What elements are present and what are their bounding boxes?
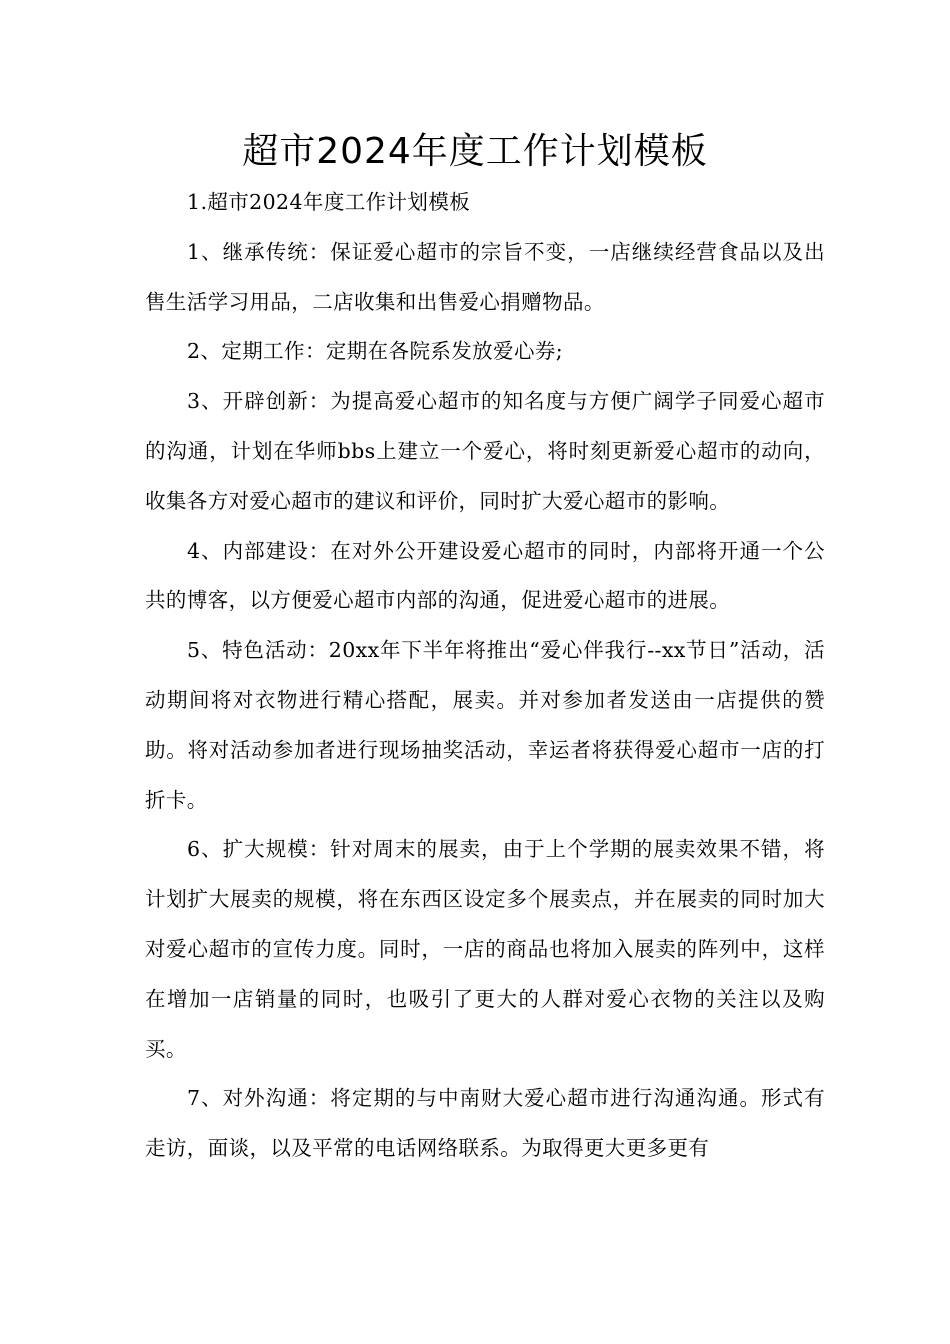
paragraph-2-regular-work: 2、定期工作：定期在各院系发放爱心券; — [187, 339, 564, 364]
paragraph-3-innovation: 3、开辟创新：为提高爱心超市的知名度与方便广阔学子同爱心超市的沟通，计划在华师bbs上建立一个爱心，将时刻更新爱心超市的动向，收集各方对爱心超市的建议和评价，同时扩大爱心超市的影响。 — [145, 389, 825, 513]
paragraph-1-inherit-tradition: 1、继承传统：保证爱心超市的宗旨不变，一店继续经营食品以及出售生活学习用品，二店收集和出售爱心捐赠物品。 — [145, 239, 825, 314]
document-body — [145, 178, 825, 1174]
paragraph-7-external-communication: 7、对外沟通：将定期的与中南财大爱心超市进行沟通沟通。形式有走访，面谈，以及平常的电话网络联系。为取得更大更多更有 — [145, 1086, 825, 1161]
document-title: 超市2024年度工作计划模板 — [242, 131, 708, 172]
paragraph-5-special-activity: 5、特色活动：20xx年下半年将推出“爱心伴我行--xx节日”活动，活动期间将对衣物进行精心搭配，展卖。并对参加者发送由一店提供的赞助。将对活动参加者进行现场抽奖活动，幸运者将获得爱心超市一店的打折卡。 — [145, 638, 825, 812]
paragraph-heading: 1.超市2024年度工作计划模板 — [187, 190, 471, 214]
paragraph-6-expand-scale: 6、扩大规模：针对周末的展卖，由于上个学期的展卖效果不错，将计划扩大展卖的规模，将在东西区设定多个展卖点，并在展卖的同时加大对爱心超市的宣传力度。同时，一店的商品也将加入展卖的阵列中，这样在增加一店销量的同时，也吸引了更大的人群对爱心衣物的关注以及购买。 — [145, 837, 825, 1061]
paragraph-4-internal-building: 4、内部建设：在对外公开建设爱心超市的同时，内部将开通一个公共的博客，以方便爱心超市内部的沟通，促进爱心超市的进展。 — [145, 538, 825, 613]
